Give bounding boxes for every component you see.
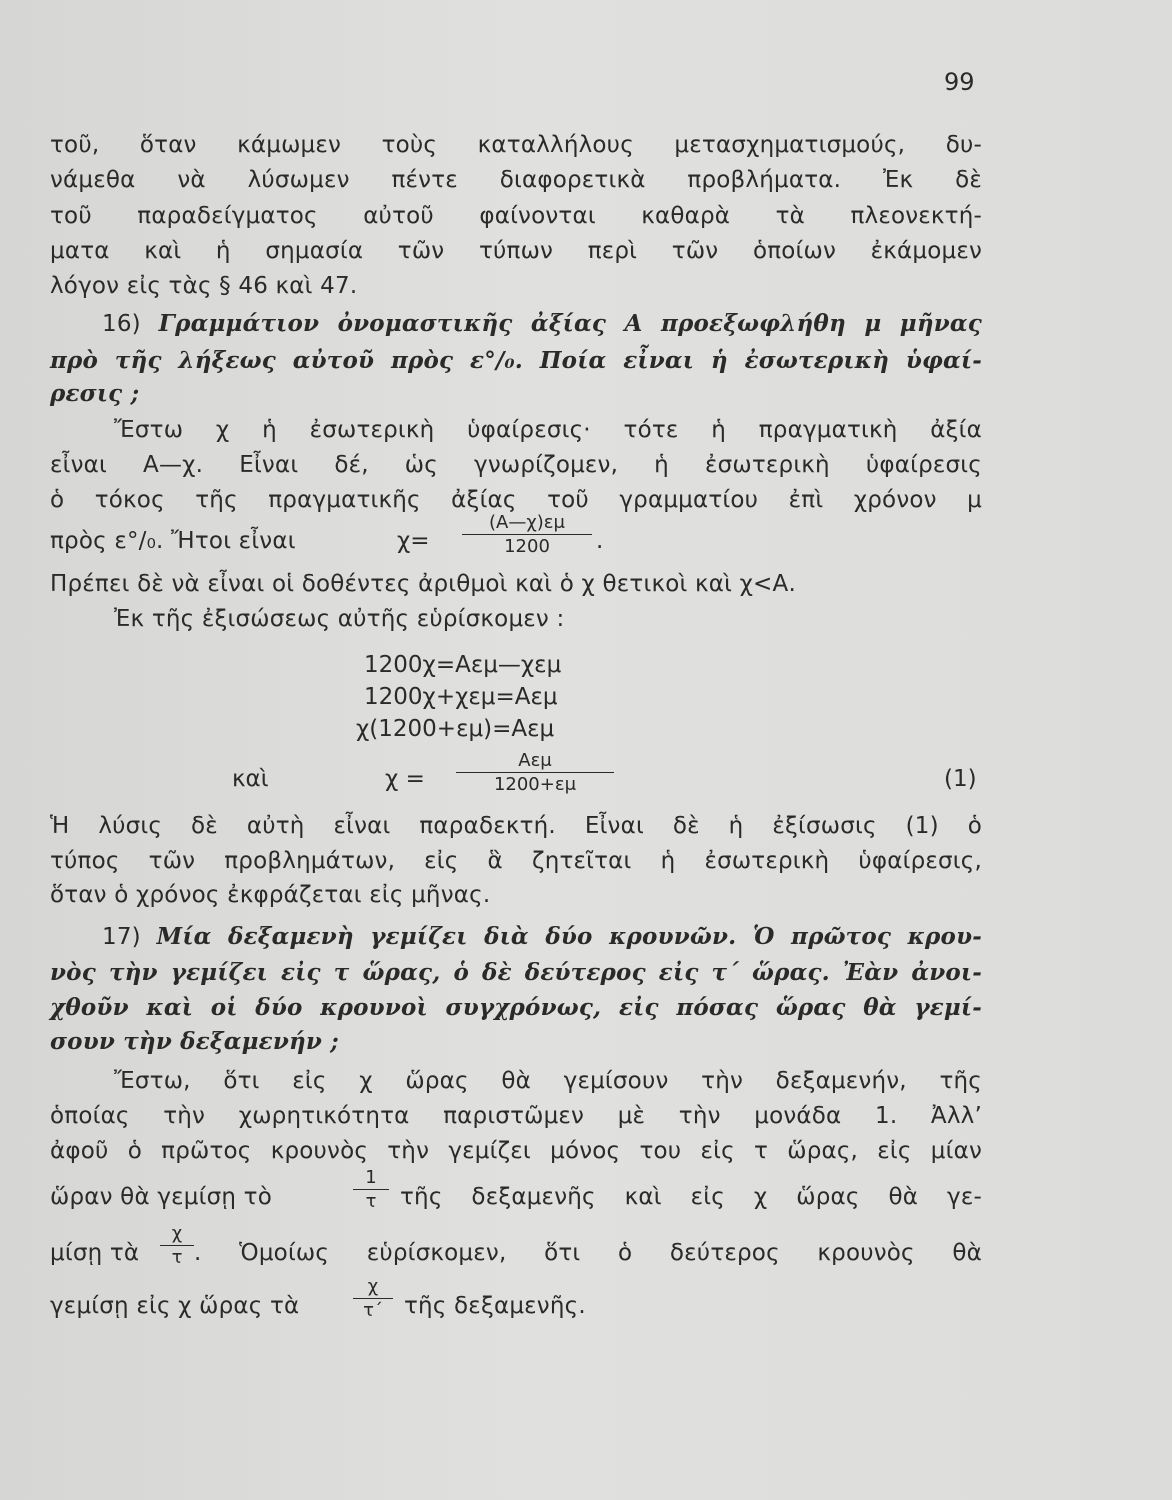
fraction-numerator: χ [160, 1223, 194, 1246]
equation-line: χ(1200+εμ)=Αεμ [356, 716, 555, 742]
fraction [353, 1167, 389, 1212]
fraction-denominator: 1200 [504, 536, 550, 557]
problem-17-title-line [50, 923, 982, 950]
problem-16-title-line [50, 310, 982, 337]
problem-17-number: 17) [102, 924, 141, 950]
fraction [456, 750, 614, 795]
fraction-numerator: χ [353, 1276, 393, 1299]
text-line: Ἔστω χ ἡ ἐσωτερικὴ ὑφαίρεσις· τότε ἡ πραγματικὴ ἀξία [114, 417, 982, 443]
problem-16-title-line: πρὸ τῆς λήξεως αὐτοῦ πρὸς ε°/₀. Ποία εἶναι ἡ ἐσωτερικὴ ὑφαί- [50, 347, 982, 374]
equation-word-kai: καὶ [232, 766, 269, 792]
text-line: Ἔστω, ὅτι εἰς χ ὥρας θὰ γεμίσουν τὴν δεξαμενήν, τῆς [114, 1068, 982, 1094]
text-line: μίσῃ τὰ [50, 1240, 140, 1266]
text-line: τύπος τῶν προβλημάτων, εἰς ἃ ζητεῖται ἡ ἐσωτερικὴ ὑφαίρεσις, [50, 848, 982, 874]
text-line: νάμεθα νὰ λύσωμεν πέντε διαφορετικὰ προβλήματα. Ἐκ δὲ [50, 167, 982, 193]
text-line: ὁποίας τὴν χωρητικότητα παριστῶμεν μὲ τὴν μονάδα 1. Ἀλλ’ [50, 1103, 982, 1129]
fraction-denominator: τ΄ [363, 1300, 383, 1321]
text-line: ἀφοῦ ὁ πρῶτος κρουνὸς τὴν γεμίζει μόνος του εἰς τ ὥρας, εἰς μίαν [50, 1138, 982, 1164]
fraction [462, 512, 592, 557]
equation-line: 1200χ=Αεμ—χεμ [364, 652, 562, 678]
text-line: Πρέπει δὲ νὰ εἶναι οἱ δοθέντες ἀριθμοὶ καὶ ὁ χ θετικοὶ καὶ χ<Α. [50, 571, 796, 597]
fraction [160, 1223, 194, 1268]
fraction-numerator: 1 [353, 1167, 389, 1190]
problem-17-title-line: νὸς τὴν γεμίζει εἰς τ ὥρας, ὁ δὲ δεύτερος εἰς τ΄ ὥρας. Ἐὰν ἀνοι- [50, 959, 982, 986]
page-number: 99 [944, 68, 975, 96]
equation-line: 1200χ+χεμ=Αεμ [364, 684, 558, 710]
equation-lhs: χ = [385, 766, 425, 792]
text-line: ὅταν ὁ χρόνος ἐκφράζεται εἰς μῆνας. [50, 882, 491, 908]
text-line: τῆς δεξαμενῆς. [404, 1293, 586, 1319]
text-line: ὥραν θὰ γεμίσῃ τὸ [50, 1184, 272, 1210]
fraction-numerator: (Α—χ)εμ [462, 512, 592, 535]
problem-16-number: 16) [102, 311, 141, 337]
text-line: Ἡ λύσις δὲ αὐτὴ εἶναι παραδεκτή. Εἶναι δὲ ἡ ἐξίσωσις (1) ὁ [50, 813, 982, 839]
text-line: . Ὁμοίως εὑρίσκομεν, ὅτι ὁ δεύτερος κρουνὸς θὰ [194, 1240, 982, 1266]
text-line: τῆς δεξαμενῆς καὶ εἰς χ ὥρας θὰ γε- [400, 1184, 982, 1210]
problem-16-title-line: ρεσις ; [50, 380, 140, 407]
problem-16-title: Γραμμάτιον ὀνομαστικῆς ἀξίας Α προεξωφλήθη μ μῆνας [158, 310, 982, 337]
text-line: γεμίσῃ εἰς χ ὥρας τὰ [50, 1293, 300, 1319]
fraction-denominator: 1200+εμ [493, 774, 577, 795]
equation-lhs: χ= [397, 528, 430, 554]
fraction [353, 1276, 393, 1321]
text-line: λόγον εἰς τὰς § 46 καὶ 47. [50, 273, 358, 299]
text-line: Ἐκ τῆς ἐξισώσεως αὐτῆς εὑρίσκομεν : [114, 606, 565, 632]
equation-tag: (1) [944, 766, 977, 792]
text-line: τοῦ, ὅταν κάμωμεν τοὺς καταλλήλους μετασχηματισμούς, δυ- [50, 132, 982, 158]
fraction-numerator: Αεμ [456, 750, 614, 773]
problem-17-title-line: σουν τὴν δεξαμενήν ; [50, 1028, 339, 1055]
text-line: τοῦ παραδείγματος αὐτοῦ φαίνονται καθαρὰ τὰ πλεονεκτή- [50, 203, 982, 229]
period: . [596, 528, 604, 554]
fraction-denominator: τ [365, 1191, 377, 1212]
problem-17-title: Μία δεξαμενὴ γεμίζει διὰ δύο κρουνῶν. Ὁ πρῶτος κρου- [156, 923, 982, 950]
problem-17-title-line: χθοῦν καὶ οἱ δύο κρουνοὶ συγχρόνως, εἰς πόσας ὥρας θὰ γεμί- [50, 994, 982, 1021]
text-line: πρὸς ε°/₀. Ἤτοι εἶναι [50, 528, 296, 554]
text-line: ὁ τόκος τῆς πραγματικῆς ἀξίας τοῦ γραμματίου ἐπὶ χρόνον μ [50, 487, 982, 513]
text-line: εἶναι Α—χ. Εἶναι δέ, ὡς γνωρίζομεν, ἡ ἐσωτερικὴ ὑφαίρεσις [50, 452, 982, 478]
text-line: ματα καὶ ἡ σημασία τῶν τύπων περὶ τῶν ὁποίων ἐκάμομεν [50, 238, 982, 264]
fraction-denominator: τ [171, 1247, 183, 1268]
